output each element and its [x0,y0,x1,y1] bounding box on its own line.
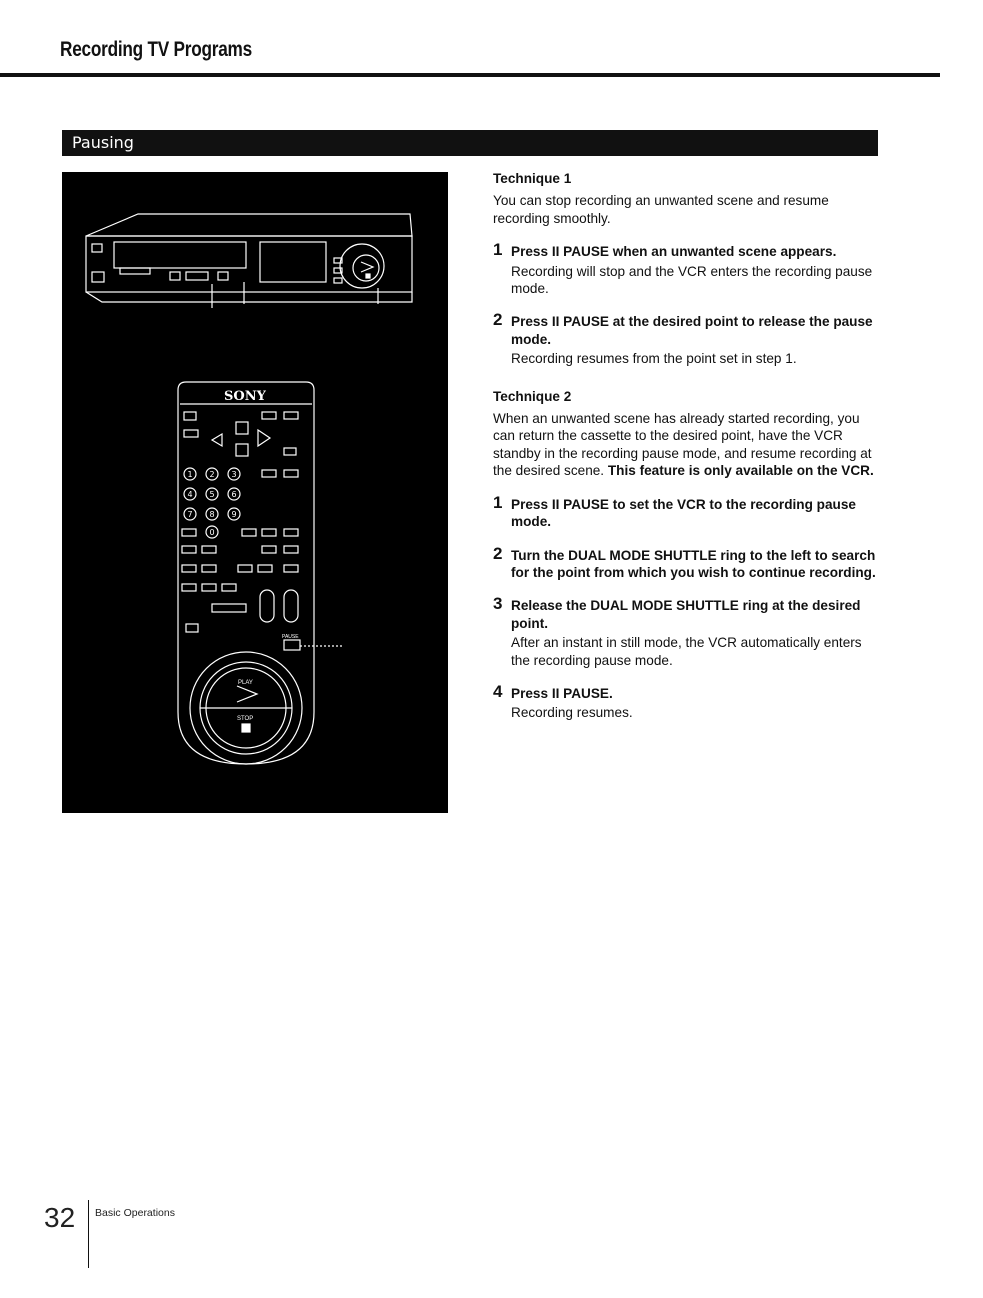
remote-digit-label: 7 [187,510,193,519]
step-body: Recording will stop and the VCR enters the recording pause mode. [511,263,873,297]
technique-1-heading: Technique 1 [493,171,572,186]
step-title: Press II PAUSE. [511,685,613,701]
technique-2-intro: When an unwanted scene has already started recording, you can return the cassette to the desired point, have the VCR standby in the recording pause mode, and resume recording at the desired scene. [493,411,872,479]
technique-2-intro-note: This feature is only available on the VCR. [607,463,874,479]
remote-digit-label: 2 [209,470,215,479]
remote-digit-label: 4 [187,490,193,499]
remote-pause-button [284,640,300,650]
step-number: 1 [493,240,503,260]
page-number: 32 [44,1202,76,1233]
technique-2-step-4 [493,681,883,722]
step-title: Press II PAUSE when an unwanted scene appears. [511,244,837,260]
section-title: Pausing [72,133,134,152]
remote-digit-label: 8 [209,510,215,519]
technique-2-step-2 [493,543,883,582]
remote-digit-label: 3 [231,470,237,479]
vcr-remote-illustration [62,172,448,813]
remote-brand: SONY [224,389,266,404]
remote-digit-label: 6 [231,490,237,499]
section-bar [62,130,878,156]
step-number: 2 [493,543,503,563]
step-title: Turn the DUAL MODE SHUTTLE ring to the left to search for the point from which you wish to continue recording. [511,547,876,580]
footer-rule [88,1200,89,1268]
technique-1-step-2 [493,310,883,367]
instructions-column [493,170,883,722]
step-body: Recording resumes. [511,705,633,721]
technique-2-heading: Technique 2 [493,388,572,404]
remote-digit-label: 5 [209,490,215,499]
header-rule [0,73,940,77]
step-number: 3 [493,594,503,614]
remote-control [178,382,342,764]
remote-pause-label: PAUSE [282,634,299,640]
vcr-remote-drawing [62,172,448,813]
page-header-title: Recording TV Programs [60,38,252,61]
technique-1-intro: You can stop recording an unwanted scene and resume recording smoothly. [493,193,829,226]
step-title: Press II PAUSE to set the VCR to the recording pause mode. [511,496,856,530]
technique-2-step-3 [493,594,883,669]
technique-1-step-1 [493,240,883,297]
step-number: 1 [493,492,503,512]
step-body: After an instant in still mode, the VCR automatically enters the recording pause mode. [511,635,862,668]
remote-digit-label: 1 [187,470,193,479]
step-body: Recording resumes from the point set in step 1. [511,351,797,367]
step-number: 2 [493,310,503,330]
technique-2-step-1 [493,492,883,531]
remote-play-label: PLAY [238,680,253,686]
step-title: Release the DUAL MODE SHUTTLE ring at the desired point. [511,598,861,631]
remote-stop-label: STOP [237,716,254,722]
vcr-unit [86,214,412,308]
remote-digit-label: 0 [209,528,215,537]
footer-section-label: Basic Operations [95,1207,175,1219]
step-number: 4 [493,681,503,701]
technique-2-intro-block [493,410,883,480]
remote-digit-label: 9 [231,510,237,519]
step-title: Press II PAUSE at the desired point to release the pause mode. [511,314,873,347]
